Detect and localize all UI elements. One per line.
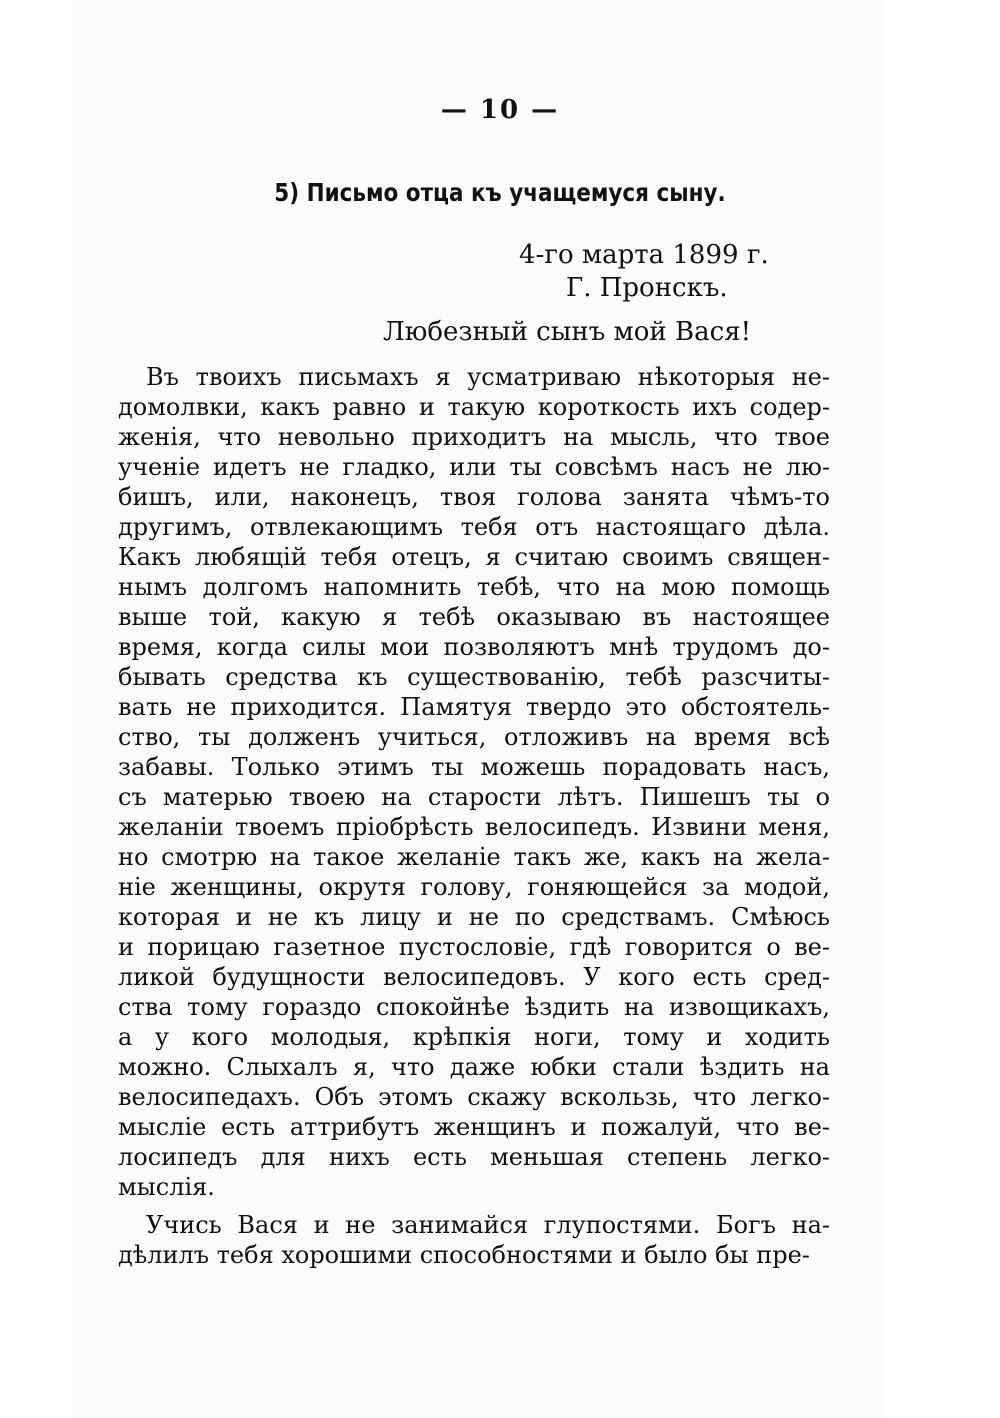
text-line: Въ твоихъ письмахъ я усматриваю нѣкоторыя не- — [146, 363, 830, 391]
letter-date: 4-го марта 1899 г. — [519, 240, 769, 270]
text-line: женія, что невольно приходитъ на мысль, что твое — [118, 423, 830, 451]
text-line: мысліе есть аттрибутъ женщинъ и пожалуй, что ве- — [118, 1113, 830, 1141]
text-line: ніе женщины, окрутя голову, гоняющейся за модой, — [118, 873, 830, 901]
text-line: велосипедахъ. Объ этомъ скажу вскользь, что легко- — [118, 1083, 830, 1111]
text-line: и порицаю газетное пустословіе, гдѣ говорится о ве- — [118, 933, 830, 961]
text-line: вать не приходится. Памятуя твердо это обстоятель- — [118, 693, 830, 721]
text-line: а у кого молодыя, крѣпкія ноги, тому и ходить — [118, 1023, 830, 1051]
text-line: бывать средства къ существованію, тебѣ разсчиты- — [118, 663, 830, 691]
text-line: домолвки, какъ равно и такую короткость ихъ содер- — [118, 393, 830, 421]
text-line: ликой будущности велосипедовъ. У кого есть сред- — [118, 963, 830, 991]
text-line: Какъ любящій тебя отецъ, я считаю своимъ священ- — [118, 543, 830, 571]
text-line: ство, ты долженъ учиться, отложивъ на время всѣ — [118, 723, 830, 751]
letter-body — [118, 362, 830, 1270]
text-line: Учись Вася и не занимайся глупостями. Богъ на- — [146, 1211, 830, 1239]
letter-place: Г. Пронскъ. — [566, 273, 728, 303]
text-line: нымъ долгомъ напомнить тебѣ, что на мою помощь — [118, 573, 830, 601]
text-line: желаніи твоемъ пріобрѣсть велосипедъ. Извини меня, — [118, 813, 830, 841]
text-line: дѣлилъ тебя хорошими способностями и было бы пре- — [118, 1241, 810, 1269]
text-line: выше той, какую я тебѣ оказываю въ настоящее — [118, 603, 830, 631]
text-line: можно. Слыхалъ я, что даже юбки стали ѣздить на — [118, 1053, 830, 1081]
text-line: бишъ, или, наконецъ, твоя голова занята чѣмъ-то — [118, 483, 830, 511]
paragraph — [118, 362, 830, 1202]
page-number: — 10 — — [440, 95, 560, 125]
text-line: но смотрю на такое желаніе такъ же, какъ на жела- — [118, 843, 830, 871]
text-line: ученіе идетъ не гладко, или ты совсѣмъ насъ не лю- — [118, 453, 830, 481]
text-line: лосипедъ для нихъ есть меньшая степень легко- — [118, 1143, 830, 1171]
letter-title: 5) Письмо отца къ учащемуся сыну. — [274, 178, 726, 207]
letter-salutation: Любезный сынъ мой Вася! — [383, 317, 752, 347]
text-line: ства тому гораздо спокойнѣе ѣздить на извощикахъ, — [118, 993, 830, 1021]
text-line: забавы. Только этимъ ты можешь порадовать насъ, — [118, 753, 830, 781]
paragraph — [118, 1210, 830, 1270]
text-line: съ матерью твоею на старости лѣтъ. Пишешъ ты о — [118, 783, 830, 811]
text-line: время, когда силы мои позволяютъ мнѣ трудомъ до- — [118, 633, 830, 661]
text-line: другимъ, отвлекающимъ тебя отъ настоящаго дѣла. — [118, 513, 830, 541]
text-line: которая и не къ лицу и не по средствамъ. Смѣюсь — [118, 903, 830, 931]
text-line: мыслія. — [118, 1173, 215, 1201]
